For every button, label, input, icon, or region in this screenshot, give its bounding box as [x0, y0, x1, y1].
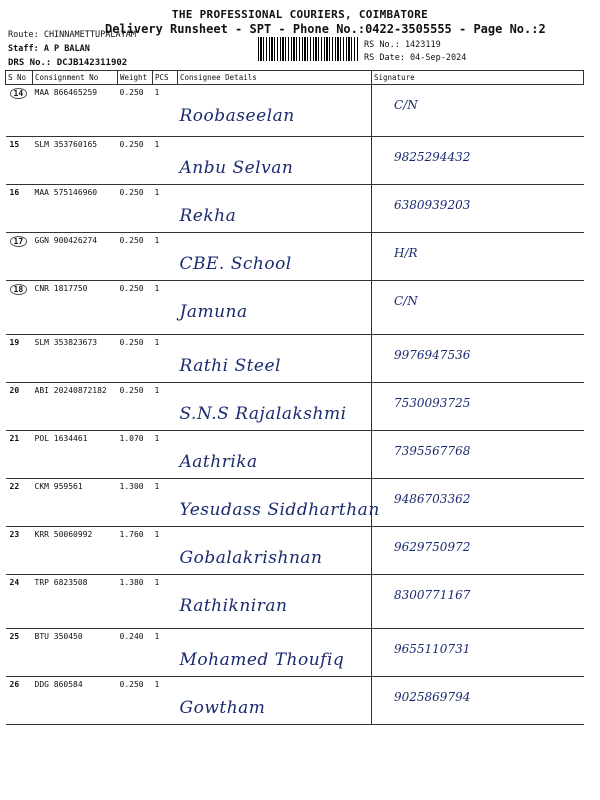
col-consignment: Consignment No	[33, 71, 118, 85]
weight-cell: 1.760	[118, 527, 153, 575]
pcs-cell: 1	[153, 281, 178, 335]
table-row	[6, 527, 584, 575]
weight-cell: 0.250	[118, 233, 153, 281]
consignee-handwriting: CBE. School	[179, 254, 292, 274]
consignee-handwriting: Roobaseelan	[179, 106, 295, 126]
signature-handwriting: 9486703362	[394, 492, 471, 506]
sno-cell: 16	[6, 185, 33, 233]
sno-cell: 19	[6, 335, 33, 383]
signature-handwriting: 7530093725	[394, 396, 471, 410]
consignment-cell: CNR 1817750	[33, 281, 118, 335]
consignment-cell: POL 1634461	[33, 431, 118, 479]
weight-cell: 1.300	[118, 479, 153, 527]
table-header-row	[6, 71, 584, 85]
weight-cell: 0.250	[118, 281, 153, 335]
pcs-cell: 1	[153, 335, 178, 383]
sno-cell: 17	[10, 236, 28, 247]
sno-cell: 23	[6, 527, 33, 575]
runsheet-table	[5, 70, 584, 725]
consignment-cell: MAA 575146960	[33, 185, 118, 233]
pcs-cell: 1	[153, 185, 178, 233]
rs-date: RS Date: 04-Sep-2024	[364, 53, 467, 63]
table-row	[6, 383, 584, 431]
pcs-cell: 1	[153, 575, 178, 629]
table-row	[6, 137, 584, 185]
drs-number: DRS No.: DCJB142311902	[8, 58, 128, 68]
sno-cell: 24	[6, 575, 33, 629]
pcs-cell: 1	[153, 137, 178, 185]
signature-handwriting: 8300771167	[394, 588, 471, 602]
signature-handwriting: C/N	[394, 98, 418, 112]
signature-handwriting: 6380939203	[394, 198, 471, 212]
pcs-cell: 1	[153, 479, 178, 527]
weight-cell: 1.380	[118, 575, 153, 629]
col-sno: S No	[6, 71, 33, 85]
company-name: THE PROFESSIONAL COURIERS, COIMBATORE	[171, 8, 429, 21]
barcode-image	[258, 37, 358, 61]
signature-handwriting: 9655110731	[394, 642, 471, 656]
consignee-handwriting: Mohamed Thoufiq	[179, 650, 345, 670]
sno-cell: 20	[6, 383, 33, 431]
col-signature: Signature	[372, 71, 584, 85]
staff-label: Staff: A P BALAN	[8, 44, 90, 54]
signature-handwriting: 9825294432	[394, 150, 471, 164]
runsheet-title: Delivery Runsheet - SPT - Phone No.:0422-3505555 - Page No.:2	[105, 22, 546, 36]
table-row	[6, 575, 584, 629]
pcs-cell: 1	[153, 383, 178, 431]
consignee-handwriting: Jamuna	[179, 302, 248, 322]
sno-cell: 18	[10, 284, 28, 295]
consignment-cell: DDG 860584	[33, 677, 118, 725]
signature-handwriting: 9629750972	[394, 540, 471, 554]
sno-cell: 14	[10, 88, 28, 99]
sno-cell: 25	[6, 629, 33, 677]
table-row	[6, 185, 584, 233]
consignee-handwriting: Anbu Selvan	[179, 158, 294, 178]
consignment-cell: GGN 900426274	[33, 233, 118, 281]
table-row	[6, 335, 584, 383]
weight-cell: 0.250	[118, 383, 153, 431]
consignment-cell: KRR 50060992	[33, 527, 118, 575]
table-row	[6, 479, 584, 527]
weight-cell: 0.250	[118, 137, 153, 185]
consignment-cell: SLM 353760165	[33, 137, 118, 185]
weight-cell: 0.250	[118, 185, 153, 233]
route-label: Route: CHINNAMETTUPALAYAM	[8, 30, 136, 40]
consignee-handwriting: Rathi Steel	[179, 356, 281, 376]
weight-cell: 0.250	[118, 335, 153, 383]
table-row	[6, 281, 584, 335]
consignee-handwriting: Gobalakrishnan	[179, 548, 323, 568]
consignee-handwriting: Gowtham	[179, 698, 266, 718]
table-row	[6, 233, 584, 281]
pcs-cell: 1	[153, 233, 178, 281]
signature-handwriting: C/N	[394, 294, 418, 308]
consignee-handwriting: Rathikniran	[179, 596, 288, 616]
sno-cell: 22	[6, 479, 33, 527]
pcs-cell: 1	[153, 629, 178, 677]
table-row	[6, 629, 584, 677]
consignment-cell: CKM 959561	[33, 479, 118, 527]
table-row	[6, 85, 584, 137]
weight-cell: 0.250	[118, 85, 153, 137]
pcs-cell: 1	[153, 431, 178, 479]
consignee-handwriting: Rekha	[179, 206, 237, 226]
weight-cell: 1.070	[118, 431, 153, 479]
weight-cell: 0.250	[118, 677, 153, 725]
consignee-handwriting: Aathrika	[179, 452, 258, 472]
table-row	[6, 431, 584, 479]
table-row	[6, 677, 584, 725]
consignment-cell: MAA 866465259	[33, 85, 118, 137]
weight-cell: 0.240	[118, 629, 153, 677]
consignee-handwriting: Yesudass Siddharthan	[179, 500, 380, 520]
signature-handwriting: H/R	[394, 246, 418, 260]
consignment-cell: ABI 20240872182	[33, 383, 118, 431]
col-consignee: Consignee Details	[178, 71, 372, 85]
consignment-cell: BTU 350450	[33, 629, 118, 677]
pcs-cell: 1	[153, 677, 178, 725]
consignment-cell: SLM 353823673	[33, 335, 118, 383]
pcs-cell: 1	[153, 527, 178, 575]
col-weight: Weight	[118, 71, 153, 85]
consignee-handwriting: S.N.S Rajalakshmi	[179, 404, 347, 424]
sno-cell: 21	[6, 431, 33, 479]
sno-cell: 26	[6, 677, 33, 725]
sno-cell: 15	[6, 137, 33, 185]
signature-handwriting: 9976947536	[394, 348, 471, 362]
rs-number: RS No.: 1423119	[364, 40, 441, 50]
signature-handwriting: 9025869794	[394, 690, 471, 704]
pcs-cell: 1	[153, 85, 178, 137]
col-pcs: PCS	[153, 71, 178, 85]
consignment-cell: TRP 6823508	[33, 575, 118, 629]
signature-handwriting: 7395567768	[394, 444, 471, 458]
